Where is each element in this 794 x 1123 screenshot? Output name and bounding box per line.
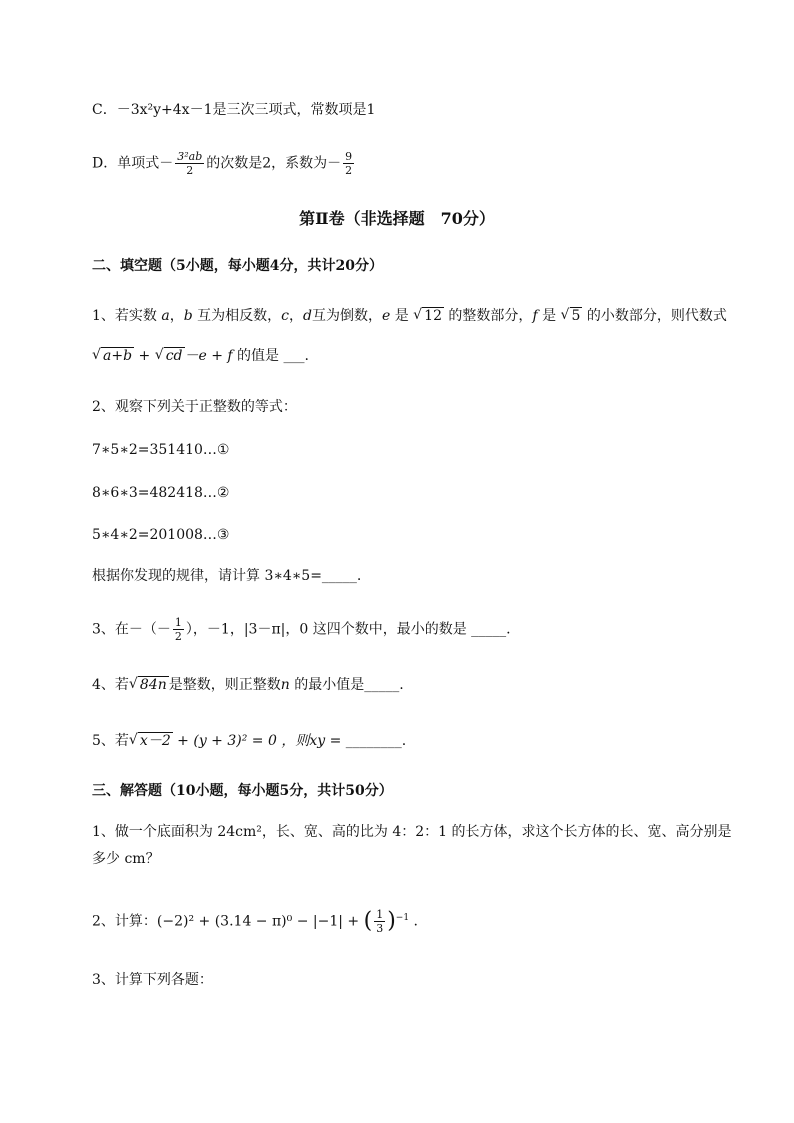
question-2-ask: 根据你发现的规律，请计算 3∗4∗5=_____. <box>92 568 362 584</box>
solve-header: 三、解答题（10小题，每小题5分，共计50分） <box>92 783 393 799</box>
sqrt-84n: √ 84n <box>129 675 169 695</box>
section-title: 第Ⅱ卷（非选择题 70分） <box>299 209 495 228</box>
fraction-third: $\frac{1}{3}$ <box>376 908 384 936</box>
option-d <box>92 150 356 177</box>
sqrt-cd: √ cd <box>155 346 185 366</box>
fraction-2: $\frac{9}{2}$ <box>345 150 353 177</box>
option-c: C．－3x²y+4x－1是三次三项式，常数项是1 <box>92 102 376 118</box>
sqrt-a-plus-b: √ a+b <box>92 346 134 366</box>
sqrt-12: √ 12 <box>413 306 444 326</box>
solve-2: 2、计算：(−2)² + (3.14 − π)⁰ − |−1| + ( $\frac{1}{3}$ )$^{-1}$ . <box>92 908 418 936</box>
question-2-eq-3: 5∗4∗2=201008…③ <box>92 527 230 543</box>
question-1-line-1: 1、若实数 a，b 互为相反数，c，d互为倒数，e 是 √ 12 的整数部分，f 是 √ 5 的小数部分，则代数式 <box>92 306 727 326</box>
question-2-eq-2: 8∗6∗3=482418…② <box>92 485 230 501</box>
sqrt-x-minus-2: √ x－2 <box>129 731 173 751</box>
question-4: 4、若√ 84n 是整数，则正整数n 的最小值是_____. <box>92 675 404 695</box>
option-d-prefix: D．单项式－ <box>92 155 174 172</box>
option-d-mid: 的次数是2，系数为－ <box>206 155 342 172</box>
sqrt-5: √ 5 <box>561 306 583 326</box>
solve-3: 3、计算下列各题： <box>92 972 213 988</box>
solve-1-line-1: 1、做一个底面积为 24cm²，长、宽、高的比为 4：2：1 的长方体，求这个长方体的长、宽、高分别是 <box>92 824 732 840</box>
fill-blank-header: 二、填空题（5小题，每小题4分，共计20分） <box>92 258 383 274</box>
question-5: 5、若√ x－2 + (y + 3)² = 0 ，则xy = ________. <box>92 731 406 751</box>
fraction: $\frac{\text{3²ab}}{2}$ <box>177 150 203 177</box>
question-1-line-2: √ a+b + √ cd －e + f 的值是 ___. <box>92 346 309 366</box>
solve-1-line-2: 多少 cm？ <box>92 851 160 867</box>
question-3: 3、在－（－ $\frac{1}{2}$ ），－1，|3－π|，0 这四个数中，最小的数是 _____. <box>92 616 511 643</box>
question-2-eq-1: 7∗5∗2=351410…① <box>92 442 230 458</box>
question-2-intro: 2、观察下列关于正整数的等式： <box>92 399 297 415</box>
fraction-half: $\frac{1}{2}$ <box>174 616 182 643</box>
